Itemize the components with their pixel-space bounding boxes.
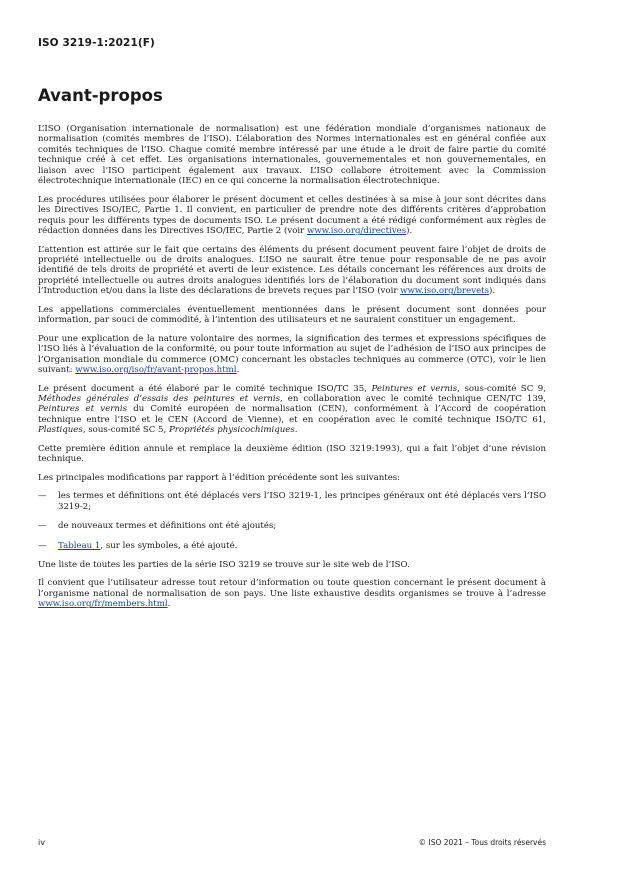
paragraph-text: Les procédures utilisées pour élaborer le présent document et celles destinées à sa mise à jour sont décrites dans les Directives ISO/IEC, Partie 1. Il convient, en particulier de prendre note des différents critères d’approbation requis pour les différents types de documents ISO. Le présent document a été rédigé conformément aux règles de rédaction données dans les Directives ISO/IEC, Partie 2 (voir	[38, 194, 546, 237]
list-item-text: , sur les symboles, a été ajouté.	[100, 540, 238, 551]
subcommittee-name: Méthodes générales d’essais des peintures et vernis	[38, 393, 280, 404]
committee-name: Peintures et vernis	[371, 383, 458, 394]
cen-committee-name: Peintures et vernis	[38, 404, 128, 415]
paragraph-text: du Comité européen de normalisation (CEN), conformément à l’Accord de coopération technique entre l’ISO et le CEN (Accord de Vienne), et en coopération avec le comité technique ISO/TC 61,	[38, 404, 546, 425]
table-1-link[interactable]: Tableau 1	[58, 540, 101, 551]
subcommittee-name: Propriétés physicochimiques	[169, 425, 295, 436]
directives-link[interactable]: www.iso.org/directives	[306, 226, 407, 237]
members-link[interactable]: www.iso.org/fr/members.html	[38, 599, 168, 610]
document-header: ISO 3219-1:2021(F)	[38, 37, 155, 49]
page-title: Avant-propos	[38, 86, 163, 105]
dash-bullet: —	[38, 540, 47, 551]
paragraph-text: Il convient que l’utilisateur adresse tout retour d’information ou toute question concernant le présent document à l’organisme national de normalisation de son pays. Une liste exhaustive desdits organismes se trouve à l’adresse	[38, 578, 546, 599]
paragraph-iso-intro: L’ISO (Organisation internationale de normalisation) est une fédération mondiale d’organismes nationaux de normalisation (comités membres de l’ISO). L’élaboration des Normes internationales est en général confiée aux comités techniques de l’ISO. Chaque comité membre intéressé par une étude a le droit de faire partie du comité technique créé à cet effet. Les organisations internationales, gouvernementales et non gouvernementales, en liaison avec l’ISO participent également aux travaux. L’ISO collabore étroitement avec la Commission électrotechnique internationale (IEC) en ce qui concerne la normalisation électrotechnique.	[38, 124, 546, 187]
paragraph-patents	[38, 245, 546, 297]
paragraph-text: ).	[489, 286, 496, 297]
paragraph-text: .	[294, 425, 298, 436]
committee-name: Plastiques	[38, 425, 83, 436]
list-item-text: les termes et définitions ont été déplacés vers l’ISO 3219-1, les principes généraux ont été déplacés vers l’ISO 3219-2;	[58, 491, 546, 512]
patents-link[interactable]: www.iso.org/brevets	[400, 286, 490, 297]
paragraph-committee	[38, 384, 546, 436]
paragraph-text: L’attention est attirée sur le fait que certains des éléments du présent document peuvent faire l’objet de droits de propriété intellectuelle ou de droits analogues. L’ISO ne saurait être tenue pour responsable de ne pas avoir identifié de tels droits de propriété et averti de leur existence. Les détails concernant les références aux droits de propriété intellectuelle ou autres droits analogues identifiés lors de l’élaboration du document sont indiqués dans l’Introduction et/ou dans la liste des déclarations de brevets reçues par l’ISO (voir	[38, 244, 546, 297]
paragraph-text: .	[167, 599, 171, 610]
list-item	[38, 521, 546, 531]
dash-bullet: —	[38, 521, 47, 532]
paragraph-text: Le présent document a été élaboré par le comité technique ISO/TC 35,	[38, 383, 372, 394]
list-item	[38, 491, 546, 512]
paragraph-edition: Cette première édition annule et remplace la deuxième édition (ISO 3219:1993), qui a fait l’objet d’une révision technique.	[38, 443, 546, 465]
list-item-text: de nouveaux termes et définitions ont été ajoutés;	[58, 521, 277, 532]
paragraph-trade-names: Les appellations commerciales éventuellement mentionnées dans le présent document sont données pour information, par souci de commodité, à l’intention des utilisateurs et ne sauraient constituer un engagement.	[38, 304, 546, 326]
paragraph-voluntary-nature	[38, 334, 546, 376]
dash-bullet: —	[38, 491, 47, 502]
paragraph-text: , sous-comité SC 5,	[82, 425, 169, 436]
copyright-notice: © ISO 2021 – Tous droits réservés	[418, 838, 546, 847]
paragraph-changes-intro: Les principales modifications par rapport à l’édition précédente sont les suivantes:	[38, 472, 401, 483]
paragraph-procedures	[38, 195, 546, 237]
paragraph-feedback	[38, 578, 546, 609]
list-item	[38, 541, 546, 551]
foreword-link[interactable]: www.iso.org/iso/fr/avant-propos.html	[75, 365, 237, 376]
paragraph-text: , sous-comité SC 9,	[457, 383, 546, 394]
paragraph-series: Une liste de toutes les parties de la série ISO 3219 se trouve sur le site web de l’ISO.	[38, 559, 410, 570]
page-number: iv	[38, 838, 45, 847]
paragraph-text: , en collaboration avec le comité technique CEN/TC 139,	[279, 393, 547, 404]
paragraph-text: ).	[406, 226, 413, 237]
paragraph-text: .	[236, 365, 240, 376]
paragraph-text: Pour une explication de la nature volontaire des normes, la signification des termes et expressions spécifiques de l’ISO liés à l’évaluation de la conformité, ou pour toute information au sujet de l’adhésion de l’ISO aux principes de l’Organisation mondiale du commerce (OMC) concernant les obstacles techniques au commerce (OTC), voir le lien suivant:	[38, 333, 546, 376]
document-body	[38, 124, 546, 610]
